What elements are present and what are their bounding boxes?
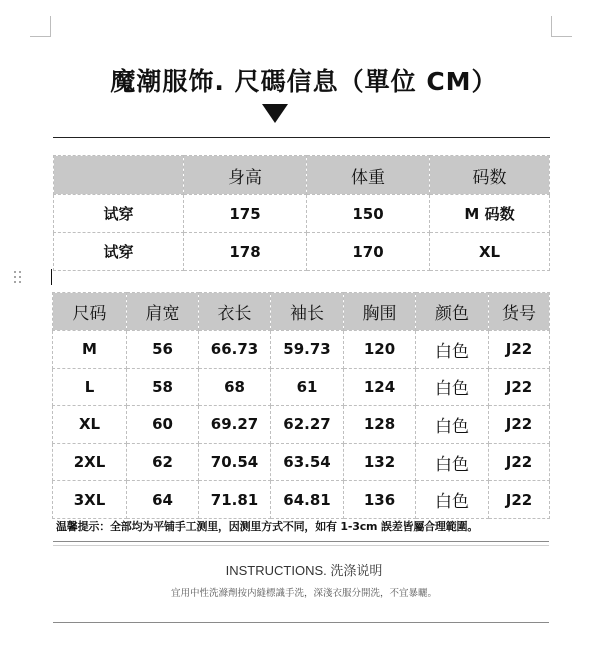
drag-handle-icon[interactable] — [13, 270, 23, 284]
table-row — [54, 195, 550, 233]
table-row — [54, 233, 550, 271]
table-cell: 试穿 — [54, 233, 184, 271]
table-cell: 150 — [307, 195, 430, 233]
table-cell: 120 — [344, 331, 416, 369]
title-divider — [53, 137, 550, 138]
size-header-cell: 货号 — [489, 293, 550, 331]
table-cell: 56 — [127, 331, 199, 369]
table-cell: 白色 — [416, 331, 489, 369]
bottom-divider — [53, 622, 549, 623]
table-cell: 59.73 — [271, 331, 344, 369]
table-cell: 白色 — [416, 406, 489, 444]
table-cell: J22 — [489, 406, 550, 444]
size-header-cell: 尺码 — [53, 293, 127, 331]
table-cell: 白色 — [416, 368, 489, 406]
table-cell: 175 — [184, 195, 307, 233]
crop-mark-top-left — [30, 16, 51, 37]
table-cell: 170 — [307, 233, 430, 271]
table-cell: 178 — [184, 233, 307, 271]
table-cell: 白色 — [416, 443, 489, 481]
table-cell: 试穿 — [54, 195, 184, 233]
table-cell: M 码数 — [430, 195, 550, 233]
table-cell: 132 — [344, 443, 416, 481]
down-arrow-icon — [262, 104, 288, 123]
table-cell: 62.27 — [271, 406, 344, 444]
page-title: 魔潮服饰. 尺碼信息（單位 CM） — [110, 67, 498, 96]
reference-table-header — [54, 156, 550, 195]
table-cell: 68 — [199, 368, 271, 406]
size-header-cell: 肩宽 — [127, 293, 199, 331]
size-table — [52, 292, 550, 519]
reference-table — [53, 155, 550, 271]
reference-header-cell — [54, 156, 184, 195]
table-cell: 白色 — [416, 481, 489, 519]
table-cell: XL — [430, 233, 550, 271]
table-cell: L — [53, 368, 127, 406]
table-cell: 61 — [271, 368, 344, 406]
table-cell: J22 — [489, 481, 550, 519]
table-cell: 136 — [344, 481, 416, 519]
table-cell: 58 — [127, 368, 199, 406]
instructions-text: 宜用中性洗滌劑按内縫標識手洗，深淺衣服分開洗，不宜暴曬。 — [170, 588, 437, 599]
reference-header-cell: 体重 — [307, 156, 430, 195]
measurement-tip: 温馨提示：全部均为平铺手工测里，因测里方式不同，如有 1-3cm 誤差皆屬合理範圍。 — [56, 520, 479, 533]
table-cell: 71.81 — [199, 481, 271, 519]
table-cell: J22 — [489, 331, 550, 369]
table-row — [53, 481, 550, 519]
table-cell: M — [53, 331, 127, 369]
reference-header-cell: 身高 — [184, 156, 307, 195]
table-cell: J22 — [489, 368, 550, 406]
table-cell: XL — [53, 406, 127, 444]
table-cell: 2XL — [53, 443, 127, 481]
crop-mark-top-right — [551, 16, 572, 37]
size-header-cell: 袖长 — [271, 293, 344, 331]
instructions-title: INSTRUCTIONS. 洗涤说明 — [225, 563, 383, 578]
table-cell: 3XL — [53, 481, 127, 519]
table-cell: 128 — [344, 406, 416, 444]
section-divider-thin — [53, 545, 549, 546]
reference-header-cell: 码数 — [430, 156, 550, 195]
table-cell: 66.73 — [199, 331, 271, 369]
size-table-header — [53, 293, 550, 331]
table-cell: 63.54 — [271, 443, 344, 481]
size-header-cell: 颜色 — [416, 293, 489, 331]
section-divider — [53, 541, 549, 542]
table-row — [53, 406, 550, 444]
table-cell: 62 — [127, 443, 199, 481]
table-cell: 70.54 — [199, 443, 271, 481]
table-row — [53, 368, 550, 406]
table-cell: 64 — [127, 481, 199, 519]
size-header-cell: 胸围 — [344, 293, 416, 331]
table-row — [53, 443, 550, 481]
table-cell: J22 — [489, 443, 550, 481]
table-cell: 64.81 — [271, 481, 344, 519]
table-row — [53, 331, 550, 369]
text-cursor — [51, 269, 52, 285]
table-cell: 124 — [344, 368, 416, 406]
size-header-cell: 衣长 — [199, 293, 271, 331]
table-cell: 60 — [127, 406, 199, 444]
table-cell: 69.27 — [199, 406, 271, 444]
